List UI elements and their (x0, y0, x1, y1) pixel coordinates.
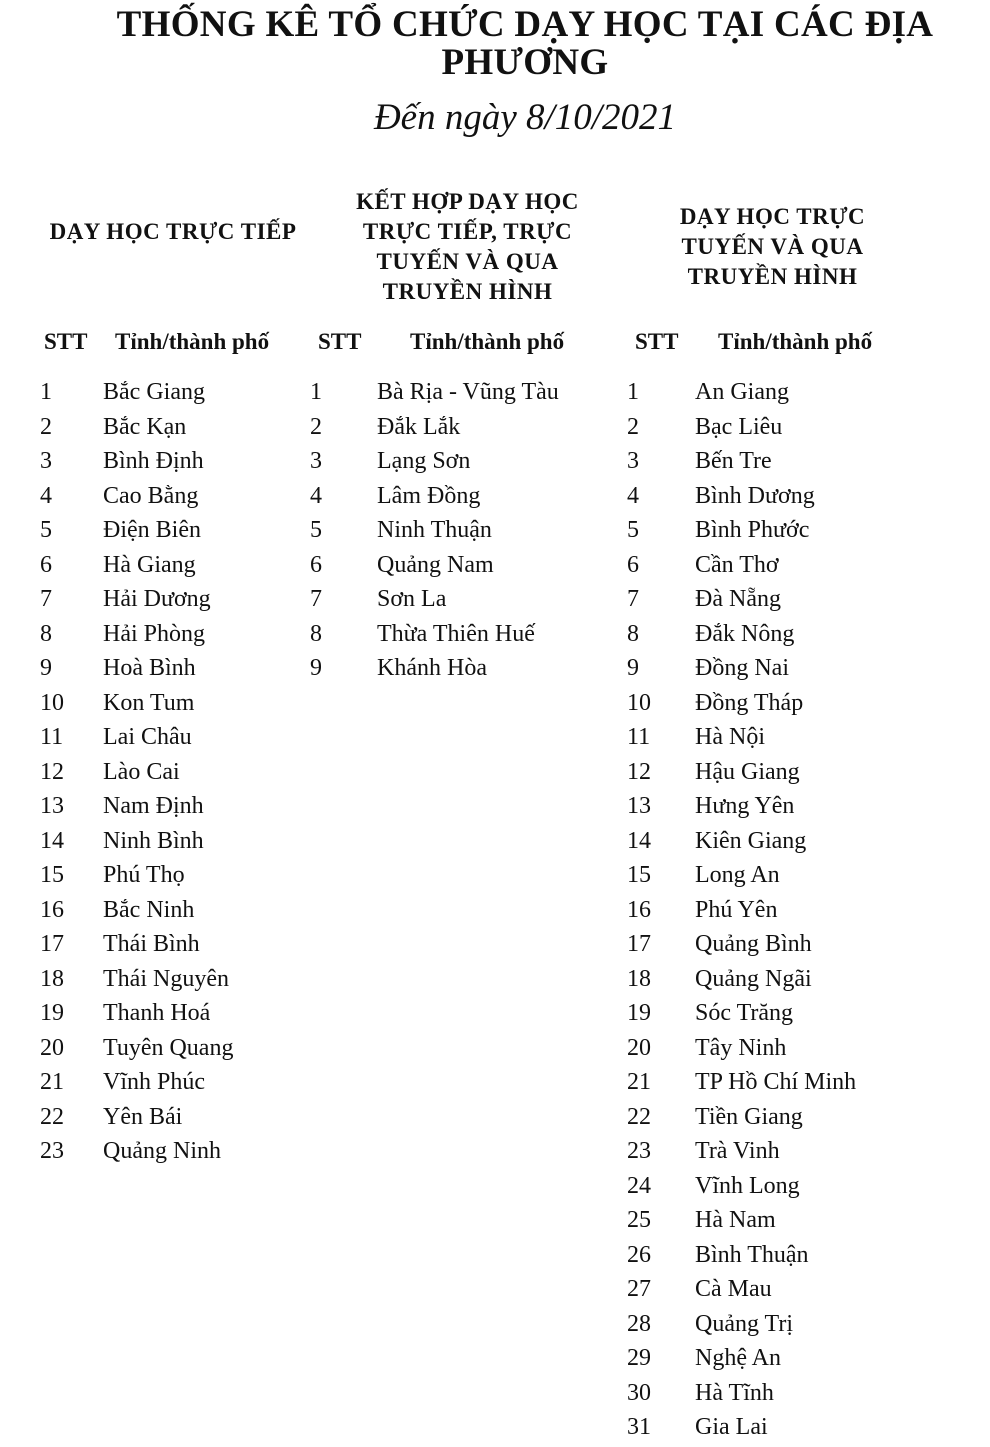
list-item (310, 375, 620, 410)
province-name: Lai Châu (103, 724, 192, 750)
province-name: Đồng Nai (695, 655, 789, 681)
row-number: 17 (627, 931, 651, 957)
row-number: 20 (627, 1034, 651, 1061)
list-item (40, 444, 310, 479)
row-number: 10 (627, 689, 651, 716)
province-name: An Giang (695, 379, 789, 405)
province-name: Thừa Thiên Huế (377, 620, 535, 647)
list-item (627, 720, 967, 755)
row-number: 13 (40, 793, 64, 819)
row-number: 26 (627, 1241, 651, 1268)
province-name: Khánh Hòa (377, 655, 487, 681)
heading-direct: DẠY HỌC TRỰC TIẾP (49, 219, 297, 244)
row-number: 3 (627, 448, 639, 474)
province-name: Trà Vinh (695, 1138, 780, 1164)
province-name: Phú Yên (695, 896, 778, 923)
province-name: Hậu Giang (695, 758, 800, 785)
province-name: Hà Nam (695, 1207, 776, 1233)
list-item (627, 617, 967, 652)
list-item (310, 651, 620, 686)
province-name: Bắc Ninh (103, 896, 195, 923)
list-item (310, 548, 620, 583)
list-item (627, 927, 967, 962)
list-item (40, 1100, 310, 1135)
province-name: Lào Cai (103, 758, 180, 785)
row-number: 2 (40, 413, 52, 440)
row-number: 5 (627, 517, 639, 543)
province-name: Quảng Ninh (103, 1138, 221, 1164)
province-name: Cà Mau (695, 1276, 772, 1302)
row-number: 1 (310, 379, 322, 405)
province-name: Hà Nội (695, 724, 765, 750)
province-name: Tiền Giang (695, 1103, 803, 1130)
row-number: 19 (40, 1000, 64, 1026)
row-number: 4 (310, 482, 322, 509)
list-item (40, 375, 310, 410)
row-number: 18 (40, 965, 64, 992)
list-item (40, 927, 310, 962)
list-item (40, 893, 310, 928)
row-number: 25 (627, 1207, 651, 1233)
list-item (40, 479, 310, 514)
list-item (40, 789, 310, 824)
row-number: 7 (310, 586, 322, 612)
province-name: Tây Ninh (695, 1034, 787, 1061)
list-item (627, 513, 967, 548)
province-name: Hải Dương (103, 586, 211, 612)
province-name: Cao Bằng (103, 482, 199, 509)
list-item (627, 1031, 967, 1066)
row-number: 1 (40, 379, 52, 405)
list-item (627, 1341, 967, 1376)
list-item (40, 1065, 310, 1100)
province-name: Bạc Liêu (695, 413, 783, 440)
row-number: 5 (40, 517, 52, 543)
province-label-hybrid: Tỉnh/thành phố (410, 329, 565, 354)
row-number: 4 (40, 482, 52, 509)
province-name: Bà Rịa - Vũng Tàu (377, 379, 559, 405)
province-name: Bắc Giang (103, 379, 205, 405)
province-name: Quảng Trị (695, 1310, 794, 1337)
list-item (40, 651, 310, 686)
list-item (627, 582, 967, 617)
list-item (310, 617, 620, 652)
province-name: Đà Nẵng (695, 586, 781, 612)
row-number: 13 (627, 793, 651, 819)
list-item (627, 996, 967, 1031)
province-name: Thái Bình (103, 931, 200, 957)
row-number: 2 (627, 413, 639, 440)
province-name: Điện Biên (103, 517, 201, 543)
row-number: 1 (627, 379, 639, 405)
row-number: 27 (627, 1276, 651, 1302)
list-item (40, 720, 310, 755)
list-item (627, 1203, 967, 1238)
row-number: 29 (627, 1345, 651, 1371)
row-number: 2 (310, 413, 322, 440)
list-online (627, 375, 967, 1445)
list-item (627, 1169, 967, 1204)
list-item (627, 686, 967, 721)
province-name: Kon Tum (103, 689, 195, 716)
stt-label-hybrid: STT (318, 329, 362, 354)
province-name: Hưng Yên (695, 793, 795, 819)
row-number: 28 (627, 1310, 651, 1337)
row-number: 4 (627, 482, 639, 509)
province-name: Quảng Ngãi (695, 965, 812, 992)
province-name: Nam Định (103, 793, 204, 819)
list-item (40, 582, 310, 617)
province-name: Long An (695, 862, 780, 888)
heading-online: DẠY HỌC TRỰC TUYẾN VÀ QUA TRUYỀN HÌNH (679, 204, 866, 289)
province-name: Yên Bái (103, 1103, 183, 1130)
row-number: 9 (627, 655, 639, 681)
province-name: Bình Dương (695, 482, 815, 509)
row-number: 20 (40, 1034, 64, 1061)
row-number: 3 (40, 448, 52, 474)
list-item (40, 824, 310, 859)
province-name: Quảng Nam (377, 551, 494, 578)
list-item (627, 1100, 967, 1135)
row-number: 3 (310, 448, 322, 474)
list-item (310, 479, 620, 514)
row-number: 6 (40, 551, 52, 578)
list-item (310, 582, 620, 617)
province-name: Ninh Bình (103, 827, 204, 854)
province-name: Đồng Tháp (695, 689, 804, 716)
list-item (40, 858, 310, 893)
province-name: Nghệ An (695, 1345, 781, 1371)
list-item (627, 375, 967, 410)
row-number: 10 (40, 689, 64, 716)
province-name: Kiên Giang (695, 827, 807, 854)
province-name: Bình Định (103, 448, 204, 474)
list-item (40, 1031, 310, 1066)
list-item (627, 789, 967, 824)
row-number: 8 (627, 620, 639, 647)
row-number: 6 (627, 551, 639, 578)
province-name: Sơn La (377, 586, 447, 612)
row-number: 18 (627, 965, 651, 992)
province-name: Phú Thọ (103, 862, 185, 888)
row-number: 21 (627, 1069, 651, 1095)
row-number: 16 (40, 896, 64, 923)
list-item (627, 548, 967, 583)
province-name: Hà Giang (103, 551, 196, 578)
row-number: 15 (627, 862, 651, 888)
list-item (627, 893, 967, 928)
row-number: 11 (627, 724, 651, 750)
list-item (40, 996, 310, 1031)
province-label-online: Tỉnh/thành phố (718, 329, 873, 354)
row-number: 14 (627, 827, 651, 854)
row-number: 15 (40, 862, 64, 888)
province-name: Đắk Nông (695, 620, 795, 647)
row-number: 7 (627, 586, 639, 612)
row-number: 14 (40, 827, 64, 854)
row-number: 8 (40, 620, 52, 647)
list-item (40, 513, 310, 548)
list-item (627, 1238, 967, 1273)
province-name: Lạng Sơn (377, 448, 471, 474)
province-name: Bến Tre (695, 448, 772, 474)
row-number: 19 (627, 1000, 651, 1026)
province-name: Sóc Trăng (695, 1000, 794, 1026)
province-name: Bình Thuận (695, 1241, 809, 1268)
list-item (310, 444, 620, 479)
row-number: 7 (40, 586, 52, 612)
province-name: Ninh Thuận (377, 517, 492, 543)
province-name: Hà Tĩnh (695, 1379, 774, 1406)
list-item (627, 962, 967, 997)
list-item (40, 686, 310, 721)
row-number: 17 (40, 931, 64, 957)
list-direct (40, 375, 310, 1169)
province-name: Quảng Bình (695, 931, 812, 957)
row-number: 31 (627, 1414, 651, 1440)
list-item (627, 858, 967, 893)
row-number: 21 (40, 1069, 64, 1095)
row-number: 12 (627, 758, 651, 785)
list-item (40, 1134, 310, 1169)
province-name: Lâm Đồng (377, 482, 481, 509)
row-number: 22 (627, 1103, 651, 1130)
row-number: 23 (627, 1138, 651, 1164)
report-date: Đến ngày 8/10/2021 (373, 97, 677, 138)
province-name: Hoà Bình (103, 655, 196, 681)
list-item (40, 548, 310, 583)
list-item (627, 479, 967, 514)
province-label-direct: Tỉnh/thành phố (115, 329, 270, 354)
page-title: THỐNG KÊ TỔ CHỨC DẠY HỌC TẠI CÁC ĐỊA PHƯƠNG (116, 4, 934, 83)
list-item (310, 410, 620, 445)
province-name: Bắc Kạn (103, 413, 187, 440)
list-item (627, 444, 967, 479)
row-number: 11 (40, 724, 64, 750)
province-name: Gia Lai (695, 1414, 768, 1440)
province-name: Đắk Lắk (377, 413, 461, 440)
list-item (40, 617, 310, 652)
row-number: 5 (310, 517, 322, 543)
province-name: Cần Thơ (695, 551, 779, 578)
row-number: 23 (40, 1138, 64, 1164)
list-item (40, 410, 310, 445)
list-item (627, 651, 967, 686)
row-number: 22 (40, 1103, 64, 1130)
province-name: Bình Phước (695, 517, 810, 543)
row-number: 24 (627, 1172, 651, 1199)
row-number: 16 (627, 896, 651, 923)
row-number: 9 (40, 655, 52, 681)
province-name: Hải Phòng (103, 620, 205, 647)
province-name: Thái Nguyên (103, 965, 229, 992)
province-name: Thanh Hoá (103, 1000, 211, 1026)
list-hybrid (310, 375, 620, 686)
row-number: 9 (310, 655, 322, 681)
list-item (627, 1272, 967, 1307)
row-number: 8 (310, 620, 322, 647)
list-item (627, 755, 967, 790)
list-item (310, 513, 620, 548)
province-name: TP Hồ Chí Minh (695, 1069, 857, 1095)
list-item (40, 962, 310, 997)
stt-label-online: STT (635, 329, 679, 354)
list-item (627, 1065, 967, 1100)
province-name: Vĩnh Phúc (103, 1069, 205, 1095)
heading-hybrid: KẾT HỢP DẠY HỌC TRỰC TIẾP, TRỰC TUYẾN VÀ QUA TRUYỀN HÌNH (356, 189, 579, 304)
row-number: 6 (310, 551, 322, 578)
province-name: Vĩnh Long (695, 1172, 800, 1199)
list-item (627, 824, 967, 859)
row-number: 30 (627, 1379, 651, 1406)
province-name: Tuyên Quang (103, 1034, 234, 1061)
list-item (627, 1307, 967, 1342)
list-item (627, 1410, 967, 1445)
list-item (40, 755, 310, 790)
list-item (627, 410, 967, 445)
list-item (627, 1376, 967, 1411)
list-item (627, 1134, 967, 1169)
stt-label-direct: STT (44, 329, 88, 354)
row-number: 12 (40, 758, 64, 785)
